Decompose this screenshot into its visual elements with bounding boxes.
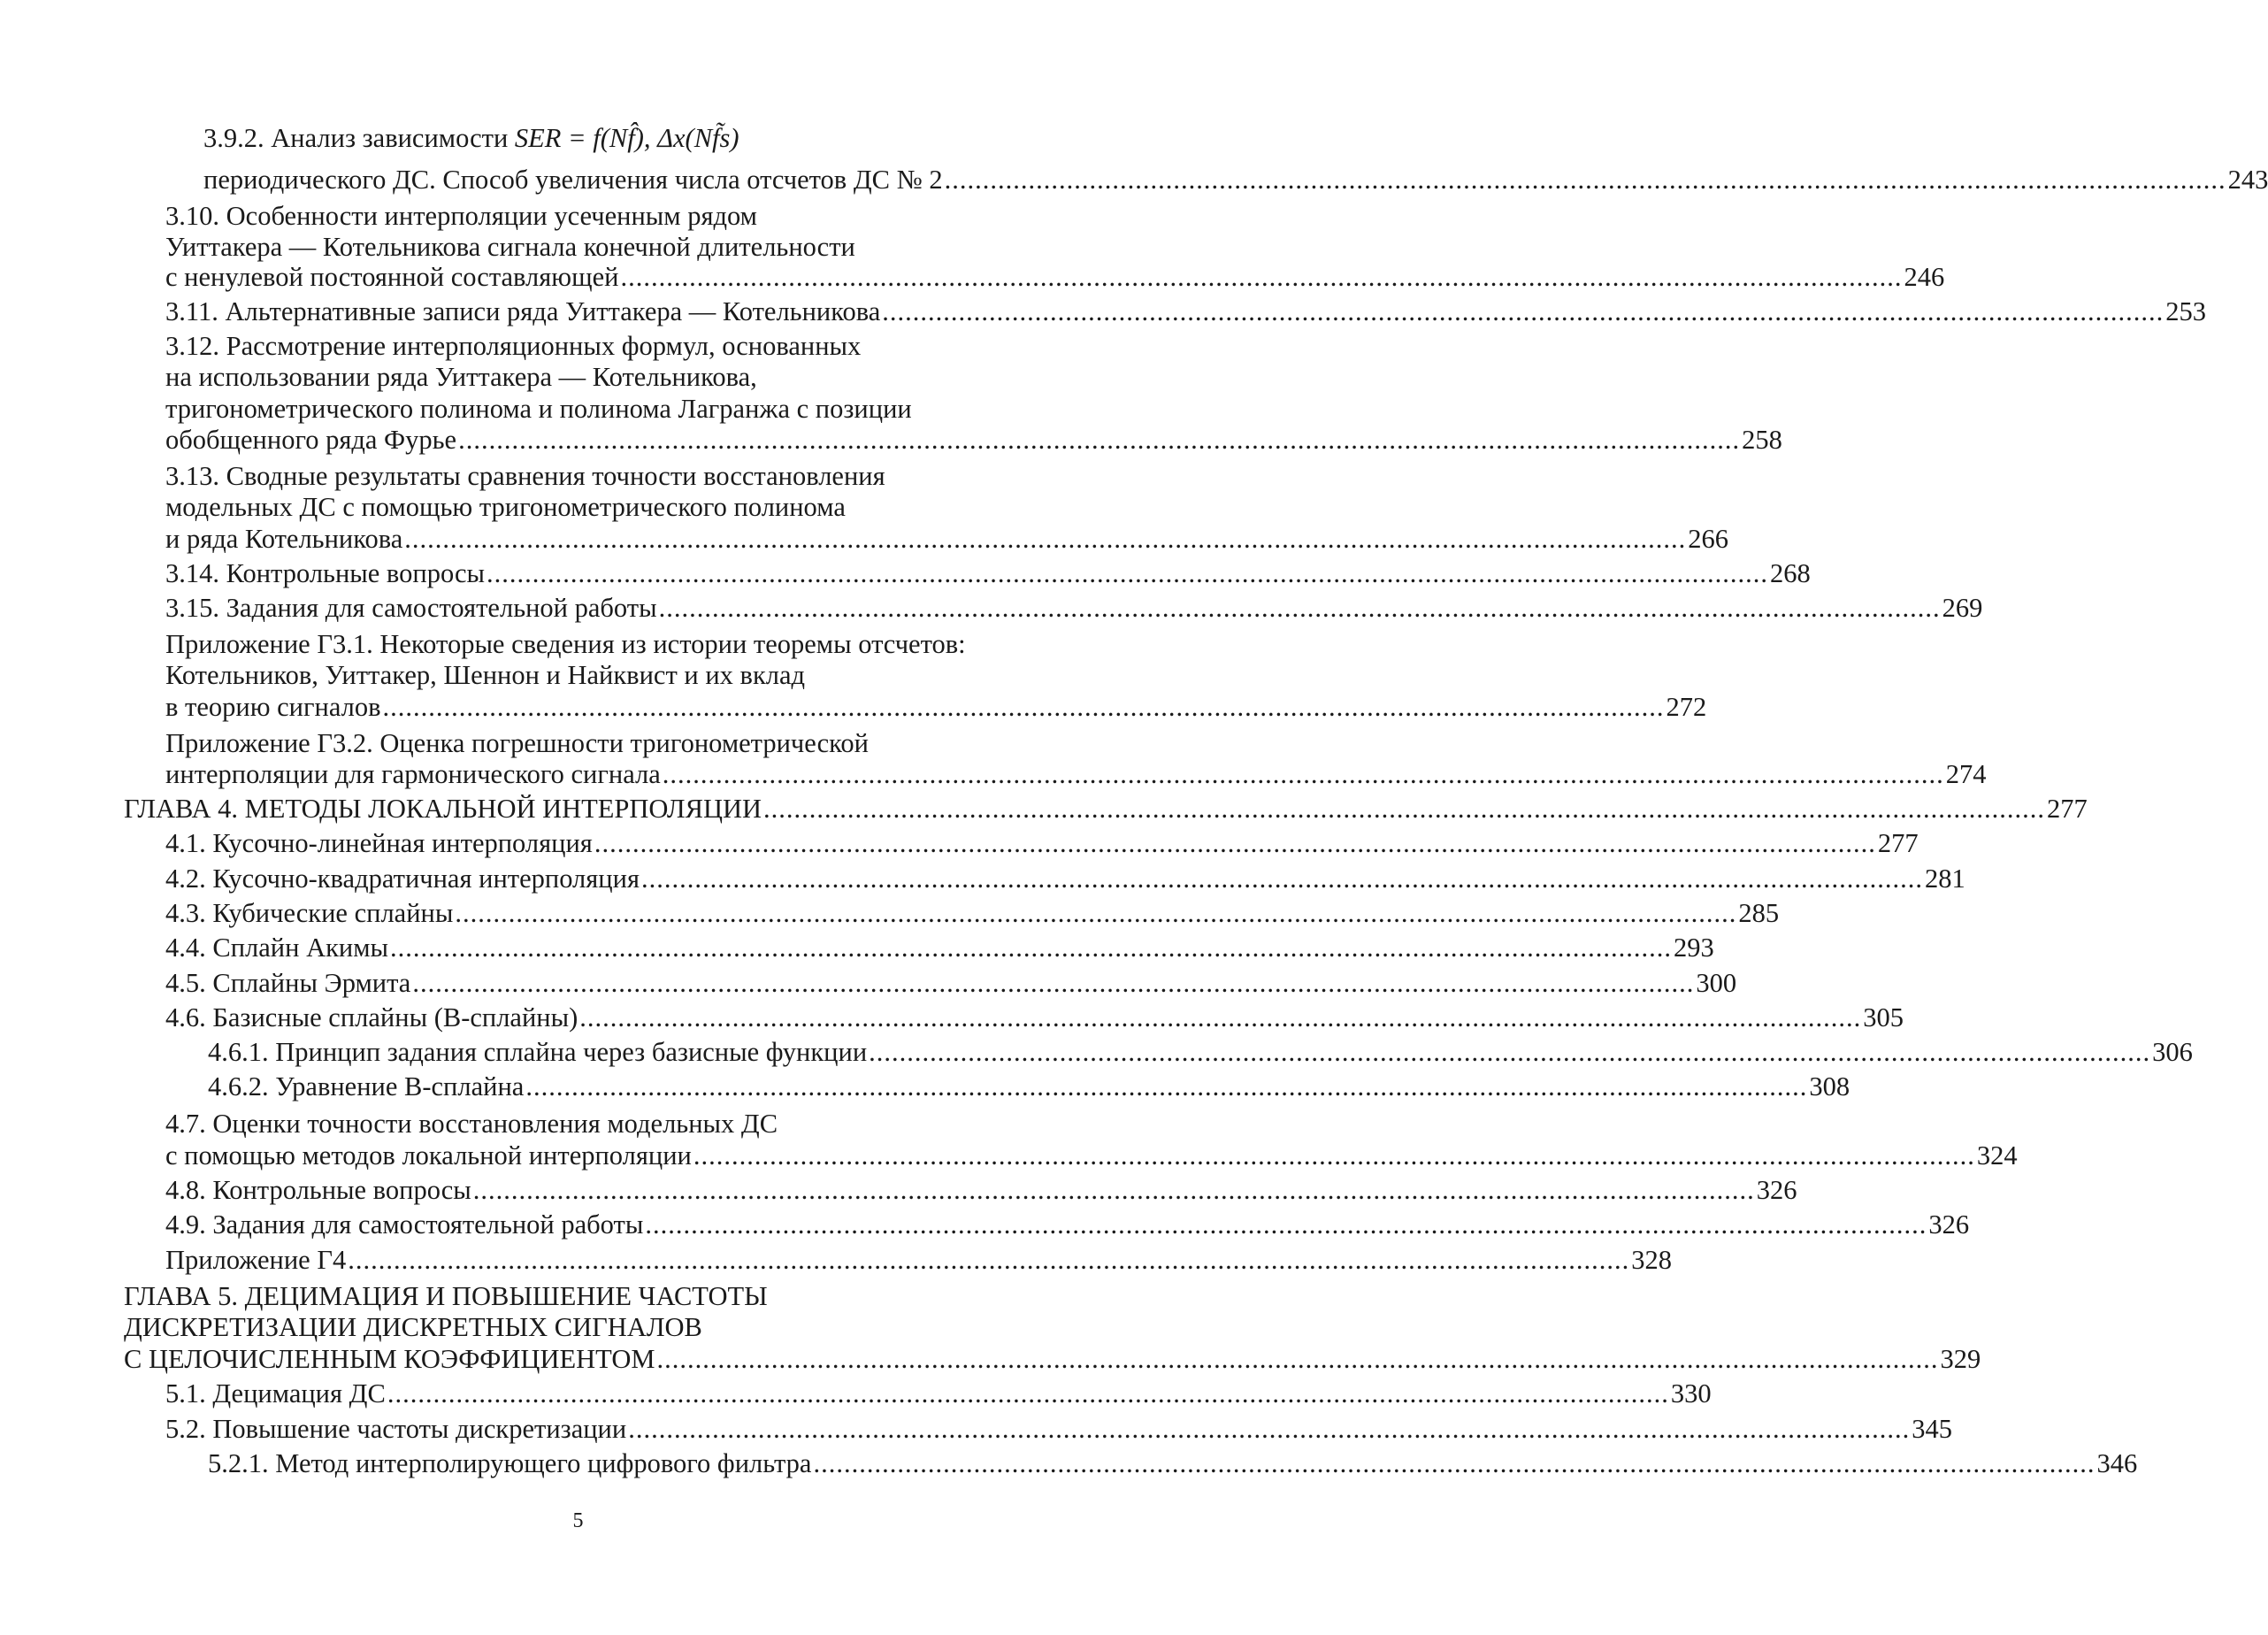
toc-entry-text: модельных ДС с помощью тригонометрического полинома [165, 492, 846, 522]
toc-page-number: 324 [1976, 1140, 2018, 1171]
toc-page-number: 326 [1756, 1175, 1797, 1205]
leader-dots: ........................................................................................................................................................................ [390, 933, 1673, 963]
leader-dots: ........................................................................................................................................................................ [656, 1344, 1939, 1374]
toc-entry-3-13-line2 [165, 492, 846, 522]
toc-entry-text: Приложение Г3.2. Оценка погрешности тригонометрической [165, 728, 869, 758]
toc-entry-appendix-g3-1-line1 [165, 629, 966, 659]
toc-entry-4-6 [165, 1002, 1904, 1032]
toc-entry-text: 5.2.1. Метод интерполирующего цифрового фильтра [208, 1448, 812, 1478]
toc-entry-text: С ЦЕЛОЧИСЛЕННЫМ КОЭФФИЦИЕНТОМ [124, 1344, 655, 1374]
toc-chapter-5-line1 [124, 1281, 768, 1311]
toc-entry-text: Приложение Г4 [165, 1245, 347, 1275]
leader-dots: ........................................................................................................................................................................ [472, 1175, 1755, 1205]
leader-dots: ........................................................................................................................................................................ [486, 558, 1768, 588]
toc-entry-text: 4.5. Сплайны Эрмита [165, 968, 411, 998]
toc-entry-text: 4.7. Оценки точности восстановления модельных ДС [165, 1109, 778, 1139]
toc-entry-text: 3.13. Сводные результаты сравнения точности восстановления [165, 461, 885, 491]
toc-entry-4-7-line2 [165, 1140, 2018, 1171]
toc-entry-text: ГЛАВА 5. ДЕЦИМАЦИЯ И ПОВЫШЕНИЕ ЧАСТОТЫ [124, 1281, 768, 1311]
toc-chapter-4 [124, 794, 2088, 824]
toc-page-number: 253 [2165, 296, 2207, 326]
leader-dots: ........................................................................................................................................................................ [382, 692, 1665, 722]
toc-entry-3-12-line2 [165, 362, 757, 392]
toc-entry-5-2-1 [208, 1448, 2138, 1478]
leader-dots: ........................................................................................................................................................................ [869, 1037, 2151, 1067]
leader-dots: ........................................................................................................................................................................ [645, 1209, 1927, 1240]
toc-entry-5-2 [165, 1414, 1952, 1444]
toc-entry-text: 3.9.2. Анализ зависимости [203, 123, 515, 153]
toc-entry-appendix-g3-1-line2 [165, 660, 805, 690]
toc-entry-3-10-line3 [165, 262, 1945, 292]
leader-dots: ........................................................................................................................................................................ [455, 898, 1737, 928]
toc-page-number: 277 [2047, 794, 2088, 824]
toc-entry-4-6-2 [208, 1071, 1850, 1102]
leader-dots: ........................................................................................................................................................................ [620, 262, 1903, 292]
toc-entry-3-12-line1 [165, 331, 861, 361]
toc-page-number: 243 [2227, 165, 2268, 195]
toc-page-number: 269 [1942, 593, 1983, 623]
toc-page-number: 274 [1945, 759, 1987, 789]
toc-entry-4-1 [165, 828, 1919, 858]
toc-entry-text: в теорию сигналов [165, 692, 381, 722]
toc-page-number: 305 [1863, 1002, 1904, 1032]
toc-entry-text: 5.2. Повышение частоты дискретизации [165, 1414, 627, 1444]
toc-page-number: 268 [1769, 558, 1811, 588]
toc-entry-4-3 [165, 898, 1780, 928]
toc-entry-text: 3.10. Особенности интерполяции усеченным рядом [165, 201, 757, 231]
leader-dots: ........................................................................................................................................................................ [387, 1378, 1669, 1409]
toc-page-number: 328 [1631, 1245, 1672, 1275]
toc-entry-appendix-g3-1-line3 [165, 692, 1707, 722]
toc-page-number: 308 [1809, 1071, 1850, 1102]
toc-entry-text: 4.2. Кусочно-квадратичная интерполяция [165, 864, 640, 894]
toc-entry-text: обобщенного ряда Фурье [165, 425, 457, 455]
toc-entry-4-4 [165, 933, 1714, 963]
toc-entry-text: 4.6.1. Принцип задания сплайна через базисные функции [208, 1037, 868, 1067]
leader-dots: ........................................................................................................................................................................ [693, 1140, 1975, 1171]
toc-entry-text: с ненулевой постоянной составляющей [165, 262, 619, 292]
formula: SER = f(Nf̂), Δx(Nf̃s) [514, 123, 739, 153]
toc-entry-text: Приложение Г3.1. Некоторые сведения из истории теоремы отсчетов: [165, 629, 966, 659]
toc-page-number: 277 [1877, 828, 1919, 858]
leader-dots: ........................................................................................................................................................................ [525, 1071, 1808, 1102]
toc-entry-3-12-line4 [165, 425, 1782, 455]
toc-entry-3-15 [165, 593, 1983, 623]
toc-entry-text: на использовании ряда Уиттакера — Котельникова, [165, 362, 757, 392]
toc-entry-text: 3.11. Альтернативные записи ряда Уиттакера — Котельникова [165, 296, 881, 326]
toc-entry-3-14 [165, 558, 1811, 588]
toc-entry-3-11 [165, 296, 2207, 326]
leader-dots: ........................................................................................................................................................................ [662, 759, 1944, 789]
toc-entry-text: 4.8. Контрольные вопросы [165, 1175, 471, 1205]
toc-entry-3-9-2-line1 [203, 120, 739, 156]
toc-page-number: 346 [2096, 1448, 2138, 1478]
toc-entry-3-10-line1 [165, 201, 757, 231]
leader-dots: ........................................................................................................................................................................ [944, 165, 2226, 195]
toc-entry-text: ДИСКРЕТИЗАЦИИ ДИСКРЕТНЫХ СИГНАЛОВ [124, 1312, 702, 1342]
toc-entry-text: с помощью методов локальной интерполяции [165, 1140, 692, 1171]
toc-entry-text: Котельников, Уиттакер, Шеннон и Найквист и их вклад [165, 660, 806, 690]
toc-entry-text: периодического ДС. Способ увеличения числа отсчетов ДС № 2 [203, 165, 943, 195]
toc-entry-appendix-g3-2-line1 [165, 728, 869, 758]
leader-dots: ........................................................................................................................................................................ [348, 1245, 1630, 1275]
leader-dots: ........................................................................................................................................................................ [882, 296, 2165, 326]
toc-page-number: 272 [1666, 692, 1707, 722]
toc-entry-text: Уиттакера — Котельникова сигнала конечной длительности [165, 232, 855, 262]
toc-page-number: 258 [1742, 425, 1782, 455]
leader-dots: ........................................................................................................................................................................ [640, 864, 1923, 894]
leader-dots: ........................................................................................................................................................................ [763, 794, 2046, 824]
toc-entry-3-13-line3 [165, 524, 1729, 554]
toc-page-number: 329 [1940, 1344, 1981, 1374]
toc-entry-appendix-g3-2-line2 [165, 759, 1987, 789]
toc-entry-text: 3.15. Задания для самостоятельной работы [165, 593, 657, 623]
toc-entry-text: 5.1. Децимация ДС [165, 1378, 386, 1409]
toc-entry-4-5 [165, 968, 1737, 998]
toc-entry-text: 4.6. Базисные сплайны (B-сплайны) [165, 1002, 578, 1032]
toc-page-number: 330 [1670, 1378, 1712, 1409]
toc-entry-text: 4.4. Сплайн Акимы [165, 933, 389, 963]
toc-entry-3-13-line1 [165, 461, 885, 491]
toc-page-number: 266 [1688, 524, 1729, 554]
leader-dots: ........................................................................................................................................................................ [813, 1448, 2096, 1478]
leader-dots: ........................................................................................................................................................................ [404, 524, 1687, 554]
toc-entry-4-8 [165, 1175, 1797, 1205]
toc-entry-4-2 [165, 864, 1965, 894]
toc-page-number: 306 [2152, 1037, 2193, 1067]
leader-dots: ........................................................................................................................................................................ [579, 1002, 1862, 1032]
page-number: 5 [572, 1509, 584, 1532]
toc-entry-text: ГЛАВА 4. МЕТОДЫ ЛОКАЛЬНОЙ ИНТЕРПОЛЯЦИИ [124, 794, 762, 824]
leader-dots: ........................................................................................................................................................................ [412, 968, 1695, 998]
toc-entry-text: 3.12. Рассмотрение интерполяционных формул, основанных [165, 331, 862, 361]
leader-dots: ........................................................................................................................................................................ [594, 828, 1876, 858]
toc-chapter-5-line2 [124, 1312, 702, 1342]
toc-entry-4-6-1 [208, 1037, 2193, 1067]
toc-entry-3-10-line2 [165, 232, 855, 262]
leader-dots: ........................................................................................................................................................................ [628, 1414, 1911, 1444]
toc-entry-text: 4.9. Задания для самостоятельной работы [165, 1209, 644, 1240]
leader-dots: ........................................................................................................................................................................ [458, 425, 1741, 455]
toc-entry-4-7-line1 [165, 1109, 778, 1139]
toc-entry-text: тригонометрического полинома и полинома Лагранжа с позиции [165, 394, 912, 424]
toc-entry-5-1 [165, 1378, 1712, 1409]
toc-entry-4-9 [165, 1209, 1970, 1240]
toc-page-number: 293 [1674, 933, 1714, 963]
toc-page-number: 246 [1904, 262, 1945, 292]
toc-page-number: 285 [1738, 898, 1780, 928]
toc-entry-text: 3.14. Контрольные вопросы [165, 558, 485, 588]
toc-entry-3-12-line3 [165, 394, 912, 424]
toc-entry-text: 4.1. Кусочно-линейная интерполяция [165, 828, 593, 858]
toc-entry-3-9-2-line2 [203, 165, 2268, 195]
toc-entry-text: и ряда Котельникова [165, 524, 403, 554]
toc-page-number: 281 [1924, 864, 1965, 894]
toc-entry-text: 4.3. Кубические сплайны [165, 898, 454, 928]
toc-page-number: 300 [1696, 968, 1737, 998]
toc-page-number: 345 [1912, 1414, 1952, 1444]
toc-entry-appendix-g4 [165, 1245, 1672, 1275]
toc-entry-text: интерполяции для гармонического сигнала [165, 759, 661, 789]
toc-entry-text: 4.6.2. Уравнение B-сплайна [208, 1071, 525, 1102]
toc-chapter-5-line3 [124, 1344, 1981, 1374]
leader-dots: ........................................................................................................................................................................ [658, 593, 1941, 623]
toc-page-number: 326 [1928, 1209, 1970, 1240]
